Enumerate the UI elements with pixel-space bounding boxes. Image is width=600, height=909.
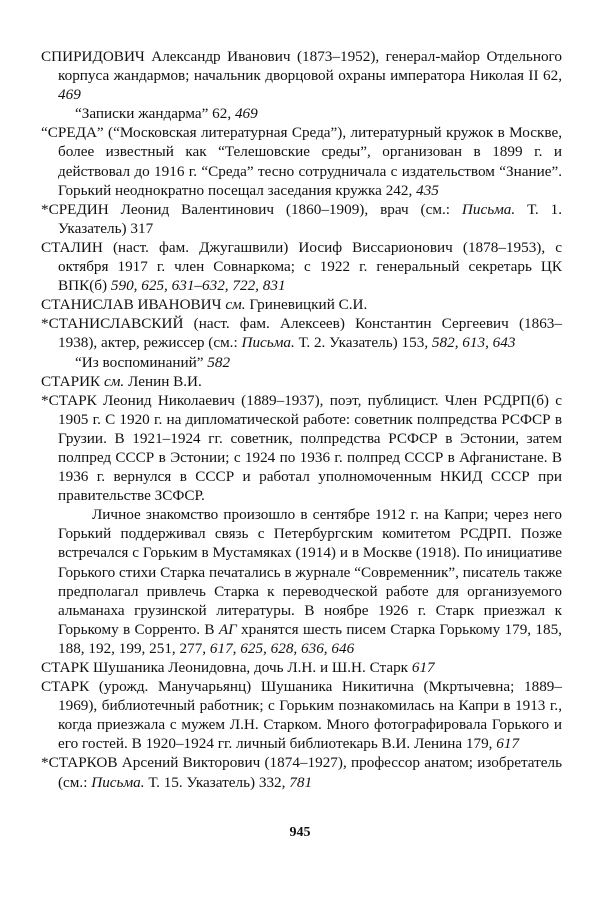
subentry-iz-vospominaniy: “Из воспоминаний” 582 xyxy=(75,353,231,371)
page-number: 945 xyxy=(289,825,311,840)
entry-stark-shushanika-nikitichna: СТАРК (урожд. Манучарьянц) Шушаника Никитична (Мкртычевна; 1889–1969), библиотечный работник; с Горьким познакомилась на Капри в 1913 г., когда приезжала с мужем Л.Н. Старком. Много фотографировала Горького и его гостей. В 1920–1924 гг. личный библиотекарь В.И. Ленина 179, 617 xyxy=(41,678,562,753)
entry-sreda: “СРЕДА” (“Московская литературная Среда”), литературный кружок в Москве, более известный как “Телешовские среды”, организован в 1899 г. и действовал до 1916 г. “Среда” тесно сотрудничала с издательством “Знание”. Горький неоднократно посещал заседания кружка 242, 435 xyxy=(41,124,562,199)
entry-sredin: *СРЕДИН Леонид Валентинович (1860–1909), врач (см.: Письма. Т. 1. Указатель) 317 xyxy=(41,200,562,237)
subentry-zapiski-zhandarma: “Записки жандарма” 62, 469 xyxy=(75,105,258,123)
entry-starik: СТАРИК см. Ленин В.И. xyxy=(41,372,202,390)
index-page xyxy=(41,47,562,792)
entry-stark-leonid: *СТАРК Леонид Николаевич (1889–1937), поэт, публицист. Член РСДРП(б) с 1905 г. С 1920 г. на дипломатической работе: советник полпредства РСФСР в Грузии. В 1921–1924 гг. советник, полпредства РСФСР в Эстонии, затем полпред СССР в Эстонии; с 1924 по 1936 г. полпред СССР в Афганистане. В 1936 г. вернулся в СССР и работал уполномоченным НКИД СССР при правительстве ЗСФСР. xyxy=(41,391,562,505)
entry-stanislavsky: *СТАНИСЛАВСКИЙ (наст. фам. Алексеев) Константин Сергеевич (1863–1938), актер, режиссер (см.: Письма. Т. 2. Указатель) 153, 582, 613, 643 xyxy=(41,315,562,352)
entry-stark-shushanika-leonidovna: СТАРК Шушаника Леонидовна, дочь Л.Н. и Ш.Н. Старк 617 xyxy=(41,659,435,676)
entry-spiridovich: СПИРИДОВИЧ Александр Иванович (1873–1952), генерал-майор Отдельного корпуса жандармов; начальник дворцовой охраны императора Николая II 62, 469 xyxy=(41,48,562,104)
entry-stark-leonid-paragraph: Личное знакомство произошло в сентябре 1912 г. на Капри; через него Горький поддерживал связь с Петербургским комитетом РСДРП. Позже встречался с Горьким в Мустамяках (1914) и в Москве (1918). По инициативе Горького стихи Старка печатались в журнале “Современник”, писатель также предполагал привлечь Старка к переводческой работе для организуемого альманаха грузинской литературы. В ноябре 1926 г. Старк приезжал к Горькому в Сорренто. В АГ хранятся шесть писем Старка Горькому 179, 185, 188, 192, 199, 251, 277, 617, 625, 628, 636, 646 xyxy=(58,506,562,657)
entry-stalin: СТАЛИН (наст. фам. Джугашвили) Иосиф Виссарионович (1878–1953), с октября 1917 г. член Совнаркома; с 1922 г. генеральный секретарь ЦК ВПК(б) 590, 625, 631–632, 722, 831 xyxy=(41,238,562,295)
entry-starkov: *СТАРКОВ Арсений Викторович (1874–1927), профессор анатом; изобретатель (см.: Письма. Т. 15. Указатель) 332, 781 xyxy=(41,754,562,791)
entry-stanislav-ivanovich: СТАНИСЛАВ ИВАНОВИЧ см. Гриневицкий С.И. xyxy=(41,296,368,314)
